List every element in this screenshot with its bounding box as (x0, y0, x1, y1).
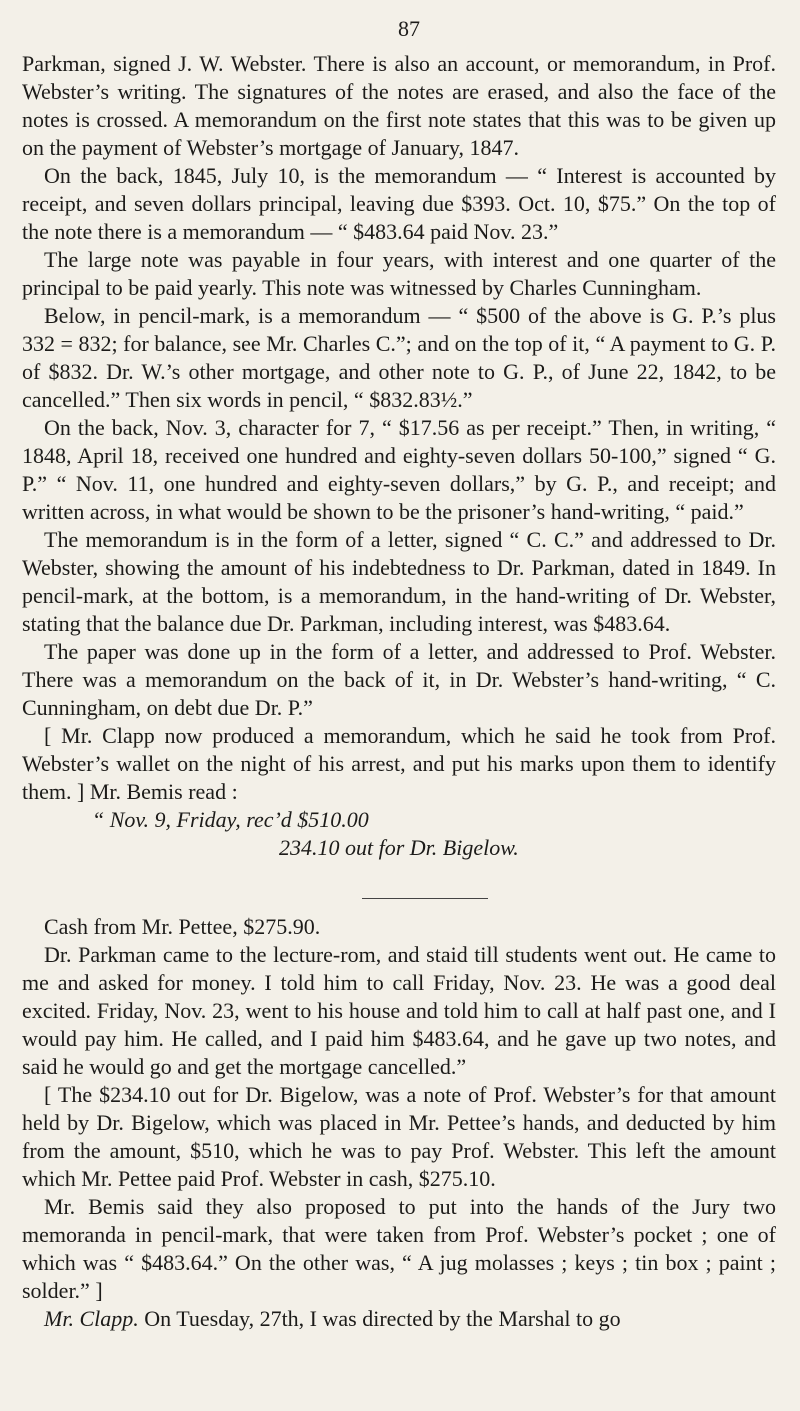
paragraph-notes-description: Parkman, signed J. W. Webster. There is also an account, or memorandum, in Prof. Webster’s writing. The signatures of the notes are erased, and also the face of the notes is crossed. A memorandum on the first note states that this was to be given up on the payment of Webster’s mortgage of January, 1847. (22, 51, 776, 160)
paragraph-letter-memorandum: The memorandum is in the form of a letter, signed “ C. C.” and addressed to Dr. Webster, showing the amount of his indebtedness to Dr. Parkman, dated in 1849. In pencil-mark, at the bottom, is a memorandum, in the hand-writing of Dr. Webster, stating that the balance due Dr. Parkman, including interest, was $483.64. (22, 527, 776, 636)
speaker-name: Mr. Clapp. (44, 1306, 139, 1331)
paragraph-large-note: The large note was payable in four years, with interest and one quarter of the principal to be paid yearly. This note was witnessed by Charles Cunningham. (22, 247, 776, 300)
paragraph-bigelow-note: [ The $234.10 out for Dr. Bigelow, was a note of Prof. Webster’s for that amount held by Dr. Bigelow, which was placed in Mr. Pettee’s hands, and deducted by him from the amount, $510, which he was to pay Prof. Webster. This left the amount which Mr. Pettee paid Prof. Webster in cash, $275.10. (22, 1082, 776, 1191)
paragraph-jury-memoranda: Mr. Bemis said they also proposed to put into the hands of the Jury two memoranda in pencil-mark, that were taken from Prof. Webster’s pocket ; one of which was “ $483.64.” On the other was, “ A jug molasses ; keys ; tin box ; paint ; solder.” ] (22, 1194, 776, 1303)
memorandum-entry-line-2: 234.10 out for Dr. Bigelow. (279, 835, 519, 860)
paragraph-back-receipts: On the back, Nov. 3, character for 7, “ $17.56 as per receipt.” Then, in writing, “ 1848, April 18, received one hundred and eighty-seven dollars 50-100,” signed “ G. P.” “ Nov. 11, one hundred and eighty-seven dollars,” by G. P., and receipt; and written across, in what would be shown to be the prisoner’s hand-writing, “ paid.” (22, 415, 776, 524)
paragraph-parkman-visit: Dr. Parkman came to the lecture-rom, and staid till students went out. He came to me and asked for money. I told him to call Friday, Nov. 23. He was a good deal excited. Friday, Nov. 23, went to his house and told him to call at half past one, and I would pay him. He called, and I paid him $483.64, and he gave up two notes, and said he would go and get the mortgage cancelled.” (22, 942, 776, 1079)
paragraph-paper-letter: The paper was done up in the form of a letter, and addressed to Prof. Webster. There was a memorandum on the back of it, in Dr. Webster’s hand-writing, “ C. Cunningham, on debt due Dr. P.” (22, 639, 776, 720)
testimony-text: On Tuesday, 27th, I was directed by the Marshal to go (144, 1306, 621, 1331)
text-block-lower (22, 941, 776, 1333)
paragraph-back-memorandum: On the back, 1845, July 10, is the memorandum — “ Interest is accounted by receipt, and seven dollars principal, leaving due $393. Oct. 10, $75.” On the top of the note there is a memorandum — “ $483.64 paid Nov. 23.” (22, 163, 776, 244)
page-number: 87 (398, 16, 420, 41)
memorandum-entry-line-1: “ Nov. 9, Friday, rec’d $510.00 (92, 807, 369, 832)
section-divider (362, 898, 488, 899)
paragraph-clapp-testimony (22, 1305, 776, 1333)
text-block-upper (22, 50, 776, 806)
paragraph-pencil-mark: Below, in pencil-mark, is a memorandum — “ $500 of the above is G. P.’s plus 332 = 832; for balance, see Mr. Charles C.”; and on the top of it, “ A payment to G. P. of $832. Dr. W.’s other mortgage, and other note to G. P., of June 22, 1842, to be cancelled.” Then six words in pencil, “ $832.83½.” (22, 303, 776, 412)
cash-heading: Cash from Mr. Pettee, $275.90. (44, 914, 321, 939)
paragraph-clapp-memorandum: [ Mr. Clapp now produced a memorandum, which he said he took from Prof. Webster’s wallet on the night of his arrest, and put his marks upon them to identify them. ] Mr. Bemis read : (22, 723, 776, 804)
